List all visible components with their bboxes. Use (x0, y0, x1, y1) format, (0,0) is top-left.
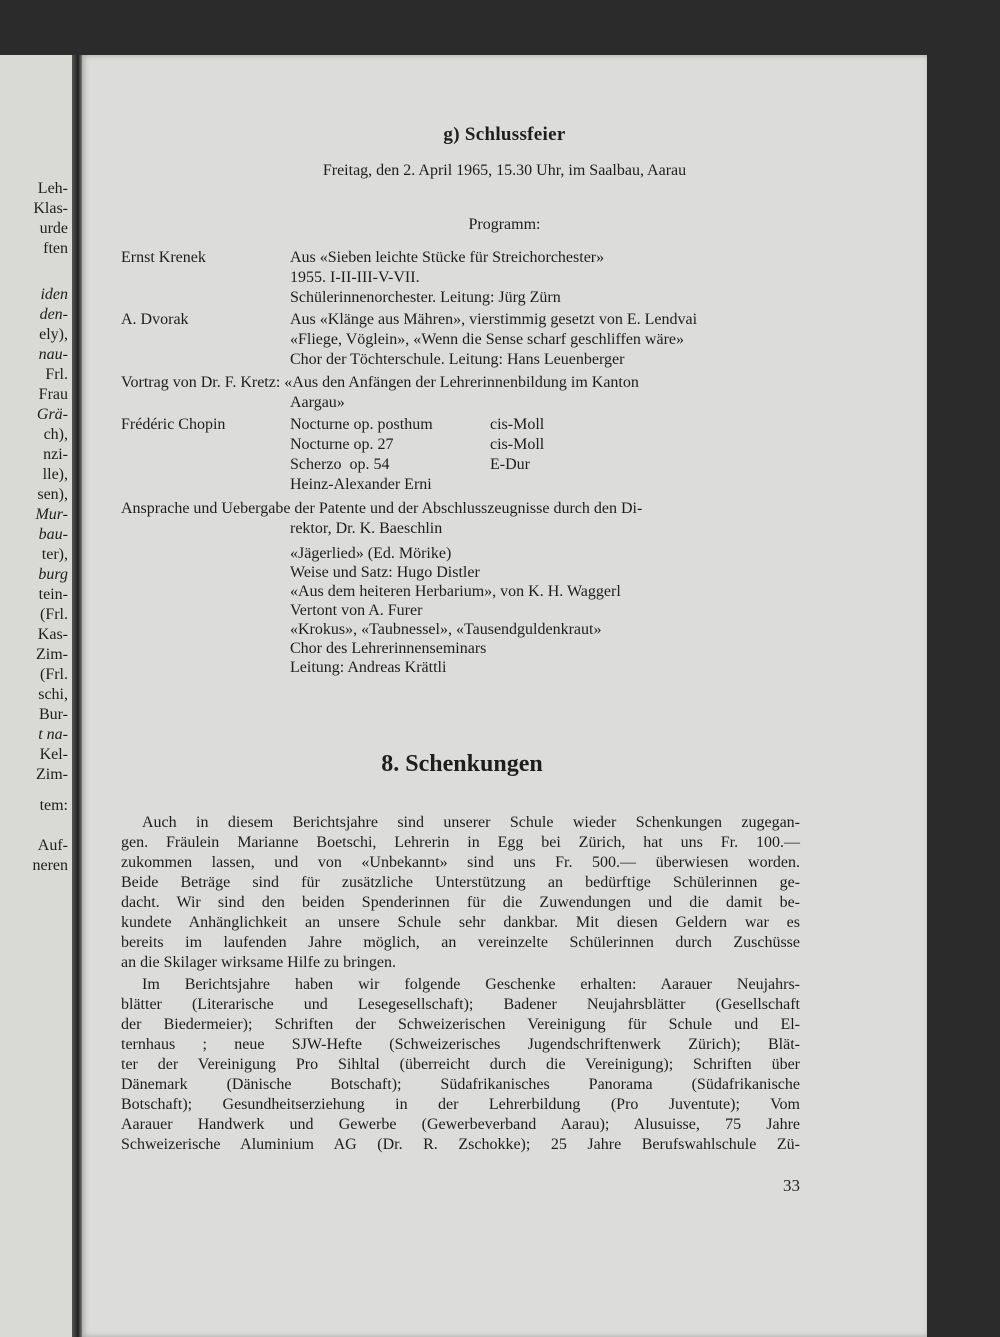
text-line: ter der Vereinigung Pro Sihltal (überreicht durch die Vereinigung); Schriften über (121, 1056, 800, 1073)
left-page-fragment: t na- (38, 726, 68, 743)
piece-title: Nocturne op. 27 (290, 436, 394, 453)
left-page-fragment: ely), (39, 326, 68, 343)
choir-line: Leitung: Andreas Krättli (290, 659, 447, 676)
choir-line: «Aus dem heiteren Herbarium», von K. H. Waggerl (290, 583, 621, 600)
text-line: Botschaft); Gesundheitserziehung in der Lehrerbildung (Pro Juventute); Vom (121, 1096, 800, 1113)
left-page-fragment: Mur- (35, 506, 68, 523)
text-line: kundete Anhänglichkeit an unsere Schule sehr dankbar. Mit diesen Geldern war es (121, 914, 800, 931)
text-line: Dänemark (Dänische Botschaft); Südafrikanisches Panorama (Südafrikanische (121, 1076, 800, 1093)
previous-page-edge (0, 55, 72, 1337)
text-line: ternhaus ; neue SJW-Hefte (Schweizerisches Jugendschriftenwerk Zürich); Blät- (121, 1036, 800, 1053)
left-page-fragment: nzi- (43, 446, 68, 463)
text-line: Schweizerische Aluminium AG (Dr. R. Zschokke); 25 Jahre Berufswahlschule Zü- (121, 1136, 800, 1153)
composer-krenek: Ernst Krenek (121, 249, 206, 266)
left-page-fragment: bau- (38, 526, 68, 543)
left-page-fragment: urde (39, 220, 68, 237)
left-page-fragment: (Frl. (40, 666, 68, 683)
text-line: Auch in diesem Berichtsjahre sind unserer Schule wieder Schenkungen zugegan- (142, 814, 800, 831)
paragraph-donations (121, 813, 800, 973)
left-page-fragment: tein- (38, 586, 68, 603)
left-page-fragment: Auf- (37, 837, 68, 854)
program-line: 1955. I-II-III-V-VII. (290, 269, 420, 286)
section-heading-schenkungen: 8. Schenkungen (381, 751, 543, 777)
left-page-fragment: ften (43, 240, 68, 257)
left-page-fragment: neren (32, 857, 68, 874)
text-line: dacht. Wir sind den beiden Spenderinnen für die Zuwendungen und die damit be- (121, 894, 800, 911)
left-page-fragment: ter), (41, 546, 68, 563)
left-page-fragment: Bur- (38, 706, 68, 723)
program-line: «Fliege, Vöglein», «Wenn die Sense scharf geschliffen wäre» (290, 331, 685, 348)
composer-dvorak: A. Dvorak (121, 311, 189, 328)
text-line: Beide Beträge sind für zusätzliche Unterstützung an bedürftige Schülerinnen ge- (121, 874, 800, 891)
left-page-fragment: nau- (38, 346, 68, 363)
lecture-line: Vortrag von Dr. F. Kretz: «Aus den Anfängen der Lehrerinnenbildung im Kanton (121, 374, 639, 391)
left-page-fragment: ch), (43, 426, 68, 443)
book-gutter (72, 55, 82, 1337)
left-page-fragment: iden (40, 286, 68, 303)
left-page-fragment: Kel- (39, 746, 68, 763)
left-page-fragment: den- (39, 306, 68, 323)
page-number: 33 (783, 1176, 800, 1195)
piece-title: Scherzo op. 54 (290, 456, 390, 473)
left-page-fragment: tem: (39, 797, 68, 814)
program-line: Aus «Klänge aus Mähren», vierstimmig gesetzt von E. Lendvai (290, 311, 698, 328)
choir-line: Weise und Satz: Hugo Distler (290, 564, 480, 581)
choir-line: «Krokus», «Taubnessel», «Tausendguldenkraut» (290, 621, 602, 638)
left-page-fragment: schi, (38, 686, 68, 703)
text-line: Aarauer Handwerk und Gewerbe (Gewerbeverband Aarau); Alusuisse, 75 Jahre (121, 1116, 800, 1133)
left-page-fragment: burg (38, 566, 68, 583)
section-heading-schlussfeier: g) Schlussfeier (443, 124, 566, 145)
text-line: blätter (Literarische und Lesegesellschaft); Badener Neujahrsblätter (Gesellschaft (121, 996, 800, 1013)
piece-key: cis-Moll (490, 416, 545, 433)
left-page-fragment: Zim- (36, 766, 68, 783)
address-line: Ansprache und Uebergabe der Patente und der Abschlusszeugnisse durch den Di- (121, 500, 643, 517)
program-heading: Programm: (468, 216, 541, 233)
program-line: Schülerinnenorchester. Leitung: Jürg Zürn (290, 289, 561, 306)
choir-line: Chor des Lehrerinnenseminars (290, 640, 487, 657)
left-page-fragment: Kas- (37, 626, 68, 643)
text-line: Im Berichtsjahre haben wir folgende Geschenke erhalten: Aarauer Neujahrs- (142, 976, 800, 993)
piece-title: Nocturne op. posthum (290, 416, 433, 433)
lecture-line: Aargau» (290, 394, 345, 411)
program-line: Aus «Sieben leichte Stücke für Streichorchester» (290, 249, 605, 266)
left-page-fragment: Frl. (45, 366, 68, 383)
performer: Heinz-Alexander Erni (290, 476, 432, 493)
piece-key: E-Dur (490, 456, 530, 473)
paragraph-gifts (121, 975, 800, 1155)
choir-line: «Jägerlied» (Ed. Mörike) (290, 545, 452, 562)
left-page-fragment: Klas- (33, 200, 68, 217)
address-line: rektor, Dr. K. Baeschlin (290, 520, 443, 537)
event-date-line: Freitag, den 2. April 1965, 15.30 Uhr, im Saalbau, Aarau (322, 162, 687, 179)
composer-chopin: Frédéric Chopin (121, 416, 226, 433)
left-page-fragment: Frau (38, 386, 68, 403)
left-page-fragment: lle), (42, 466, 68, 483)
left-page-fragment: sen), (37, 486, 68, 503)
left-page-fragment: (Frl. (40, 606, 68, 623)
text-line: an die Skilager wirksame Hilfe zu bringen. (121, 954, 397, 971)
left-page-fragment: Grä- (36, 406, 68, 423)
left-page-fragment: Leh- (37, 180, 68, 197)
text-line: zukommen lassen, und von «Unbekannt» sind uns Fr. 500.— überwiesen worden. (121, 854, 800, 871)
document-page (82, 55, 927, 1337)
text-line: der Biedermeier); Schriften der Schweizerischen Vereinigung für Schule und El- (121, 1016, 800, 1033)
left-page-fragment: Zim- (36, 646, 68, 663)
text-line: gen. Fräulein Marianne Boetschi, Lehrerin in Egg bei Zürich, hat uns Fr. 100.— (121, 834, 800, 851)
piece-key: cis-Moll (490, 436, 545, 453)
text-line: bereits im laufenden Jahre möglich, an vereinzelte Schülerinnen durch Zuschüsse (121, 934, 800, 951)
program-line: Chor der Töchterschule. Leitung: Hans Leuenberger (290, 351, 625, 368)
choir-line: Vertont von A. Furer (290, 602, 423, 619)
